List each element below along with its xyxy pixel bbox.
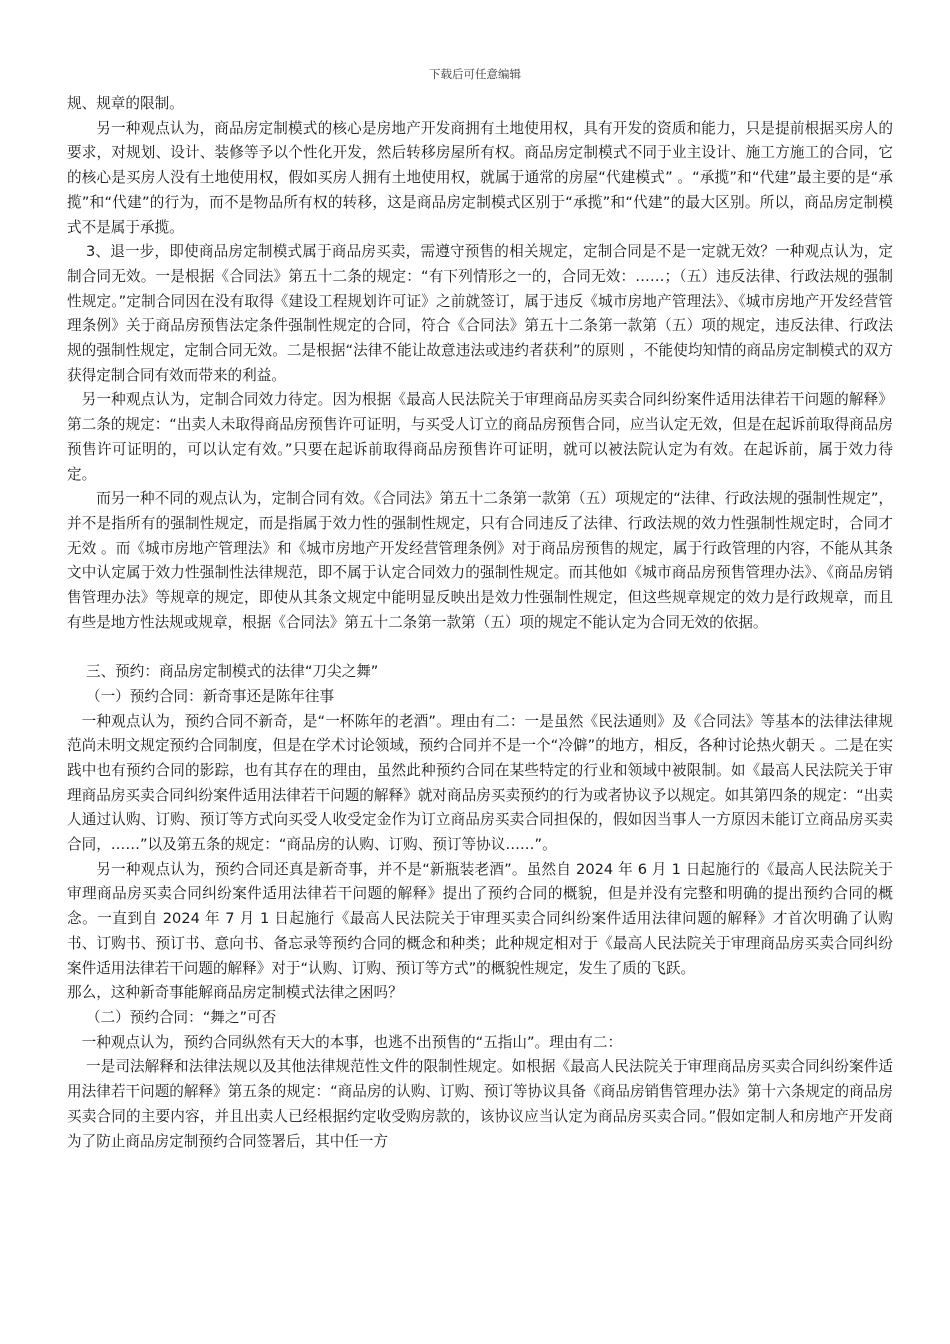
section-heading: 三、预约：商品房定制模式的法律“刀尖之舞” — [85, 663, 379, 681]
paragraph: 一种观点认为，预约合同纵然有天大的本事，也逃不出预售的“五指山”。理由有二： — [81, 1033, 623, 1051]
paragraph: 另一种观点认为，定制合同效力待定。因为根据《最高人民法院关于审理商品房买卖合同纠纷案件适用法律若干问题的解释》第二条的规定：“出卖人未取得商品房预售许可证明，与买受人订立的商品房预售合同，应当认定无效，但是在起诉前取得商品房预售许可证明的，可以认定有效。”只要在起诉前取得商品房预售许可证明，就可以被法院认定为有效。在起诉前，属于效力待定。 — [67, 391, 893, 483]
paragraph: 3、退一步，即使商品房定制模式属于商品房买卖，需遵守预售的相关规定，定制合同是不是一定就无效？一种观点认为，定制合同无效。一是根据《合同法》第五十二条的规定：“有下列情形之一的，合同无效：……；（五）违反法律、行政法规的强制性规定。”定制合同因在没有取得《建设工程规划许可证》之前就签订，属于违反《城市房地产管理法》、《城市房地产开发经营管理条例》关于商品房预售法定条件强制性规定的合同，符合《合同法》第五十二条第一款第（五）项的规定，违反法律、行政法规的强制性规定，定制合同无效。二是根据“法律不能让故意违法或违约者获利”的原则 ，不能使均知情的商品房定制模式的双方获得定制合同有效而带来的利益。 — [67, 243, 893, 384]
body-text — [67, 92, 893, 1154]
subsection-heading: （二）预约合同：“舞之”可否 — [85, 1009, 277, 1026]
paragraph: 另一种观点认为，预约合同还真是新奇事，并不是“新瓶装老酒”。虽然自 2024 年 6 月 1 日起施行的《最高人民法院关于审理商品房买卖合同纠纷案件适用法律若干问题的解释》提出了预约合同的概貌，但是并没有完整和明确的提出预约合同的概念。一直到自 2024 年 7 月 1 日起施行《最高人民法院关于审理买卖合同纠纷案件适用法律问题的解释》才首次明确了认购书、订购书、预订书、意向书、备忘录等预约合同的概念和种类；此种规定相对于《最高人民法院关于审理商品房买卖合同纠纷案件适用法律若干问题的解释》对于“认购、订购、预订等方式”的概貌性规定，发生了质的飞跃。 — [67, 860, 893, 977]
header-note: 下载后可任意编辑 — [429, 67, 521, 81]
paragraph: 一是司法解释和法律法规以及其他法律规范性文件的限制性规定。如根据《最高人民法院关于审理商品房买卖合同纠纷案件适用法律若干问题的解释》第五条的规定：“商品房的认购、订购、预订等协议具备《商品房销售管理办法》第十六条规定的商品房买卖合同的主要内容，并且出卖人已经根据约定收受购房款的，该协议应当认定为商品房买卖合同。”假如定制人和房地产开发商为了防止商品房定制预约合同签署后，其中任一方 — [67, 1058, 893, 1150]
paragraph: 规、规章的限制。 — [67, 95, 184, 112]
subsection-heading: （一）预约合同：新奇事还是陈年往事 — [85, 687, 335, 705]
blank-line — [67, 635, 893, 660]
paragraph: 一种观点认为，预约合同不新奇，是“一杯陈年的老酒”。理由有二：一是虽然《民法通则》及《合同法》等基本的法律法律规范尚未明文规定预约合同制度，但是在学术讨论领域，预约合同并不是一个“冷僻”的地方，相反，各种讨论热火朝天 。二是在实践中也有预约合同的影踪，也有其存在的理由，虽然此种预约合同在某些特定的行业和领域中被限制。如《最高人民法院关于审理商品房买卖合同纠纷案件适用法律若干问题的解释》就对商品房买卖预约的行为或者协议予以规定。如其第四条的规定：“出卖人通过认购、订购、预订等方式向买受人收受定金作为订立商品房买卖合同担保的，假如因当事人一方原因未能订立商品房买卖合同，……”以及第五条的规定：“商品房的认购、订购、预订等协议……”。 — [67, 712, 893, 854]
paragraph: 另一种观点认为，商品房定制模式的核心是房地产开发商拥有土地使用权，具有开发的资质和能力，只是提前根据买房人的要求，对规划、设计、装修等予以个性化开发，然后转移房屋所有权。商品房定制模式不同于业主设计、施工方施工的合同，它的核心是买房人没有土地使用权，假如买房人拥有土地使用权，就属于通常的房屋“代建模式” 。“承揽”和“代建”最主要的是“承揽”和“代建”的行为，而不是物品所有权的转移，这是商品房定制模式区别于“承揽”和“代建”的最大区别。所以，商品房定制模式不是属于承揽。 — [67, 119, 893, 236]
paragraph: 而另一种不同的观点认为，定制合同有效。《合同法》第五十二条第一款第（五）项规定的“法律、行政法规的强制性规定”，并不是指所有的强制性规定，而是指属于效力性的强制性规定，只有合同违反了法律、行政法规的效力性强制性规定时，合同才无效 。而《城市房地产管理法》和《城市房地产开发经营管理条例》对于商品房预售的规定，属于行政管理的内容，不能从其条文中认定属于效力性强制性法律规范，即不属于认定合同效力的强制性规定。而其他如《城市商品房预售管理办法》、《商品房销售管理办法》等规章的规定，即使从其条文规定中能明显反映出是效力性强制性规定，但这些规章规定的效力是行政规章，而且有些是地方性法规或规章，根据《合同法》第五十二条第一款第（五）项的规定不能认定为合同无效的依据。 — [67, 490, 893, 631]
paragraph: 那么，这种新奇事能解商品房定制模式法律之困吗？ — [67, 984, 403, 1002]
